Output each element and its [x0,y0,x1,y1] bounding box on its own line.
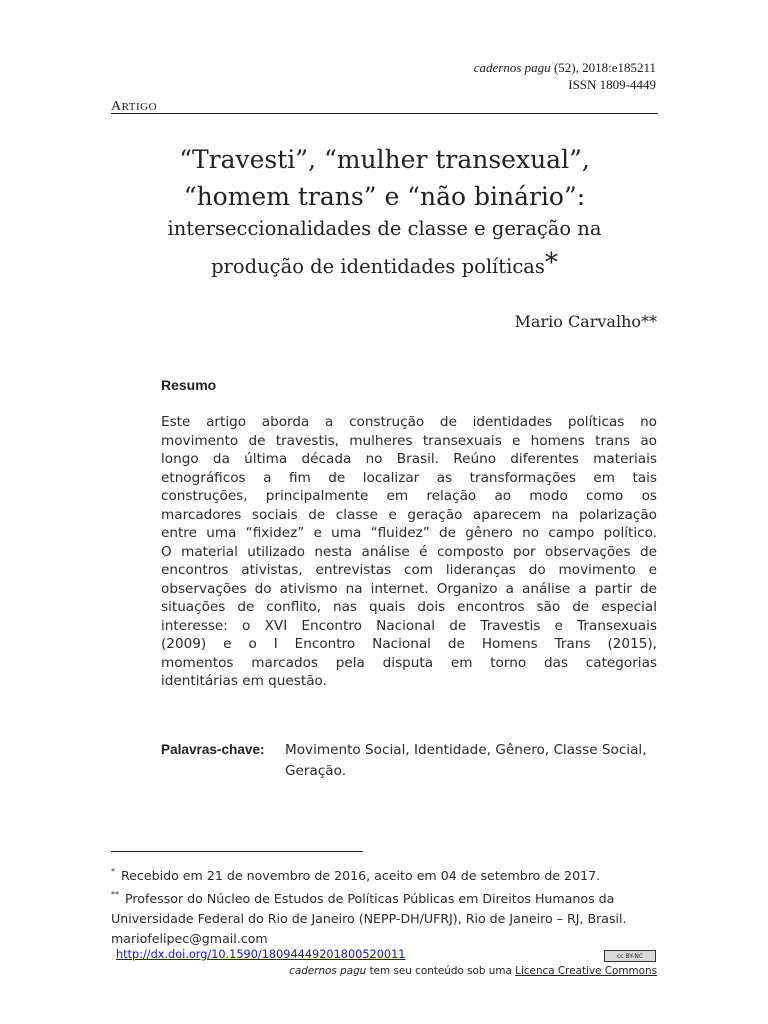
footnote-marker: * [111,867,115,876]
abstract-line: momentos marcados pela disputa em torno das categorias [161,654,657,671]
abstract-line: situações de conflito, nas quais dois encontros são de especial [161,599,657,615]
abstract-line: marcadores sociais de classe e geração aparecem na polarização [161,506,657,523]
doi-link[interactable]: http://dx.doi.org/10.1590/18094449201800520011 [116,948,406,961]
author-name: Mario Carvalho** [514,312,657,331]
abstract-line: encontros ativistas, entrevistas com lideranças do movimento e [161,562,657,578]
abstract-line: O material utilizado nesta análise é composto por observações de [161,543,657,560]
abstract-line: movimento de travestis, mulheres transexuais e homens trans ao [161,432,657,449]
footnote-received: * Recebido em 21 de novembro de 2016, aceito em 04 de setembro de 2017. [111,867,601,883]
keywords-label: Palavras-chave: [161,742,265,757]
abstract-line: identitárias em questão. [161,673,327,689]
abstract-line: longo da última década no Brasil. Reúno diferentes materiais [161,451,657,467]
footnote-rule [111,851,363,852]
abstract-heading: Resumo [161,377,217,393]
abstract-line: observações do ativismo na internet. Organizo a análise a partir de [161,580,657,597]
journal-citation [336,59,656,93]
subtitle-line-2: produção de identidades políticas* [211,248,558,278]
title-line-2: “homem trans” e “não binário”: [183,182,586,211]
abstract-line: construções, principalmente em relação ao modo como os [161,488,657,504]
creative-commons-badge[interactable]: cc BY-NC [604,950,656,962]
footnote-author-affiliation: ** Professor do Núcleo de Estudos de Políticas Públicas em Direitos Humanos da Universidade Federal do Rio de Janeiro (NEPP-DH/UFRJ), Rio de Janeiro – RJ, Brasil. mariofelipec@gmail.com [111,890,627,946]
abstract-line: interesse: o XVI Encontro Nacional de Travestis e Transexuais [161,617,657,634]
subtitle-line-1: interseccionalidades de classe e geração na [167,217,602,240]
title-footnote-marker: * [544,248,558,278]
abstract-body [161,413,657,691]
abstract-line: Este artigo aborda a construção de identidades políticas no [161,414,657,430]
journal-name: cadernos pagu [473,60,551,75]
header-rule [111,113,658,114]
license-journal-name: cadernos pagu [289,965,367,977]
section-label: ARTIGO [111,99,158,114]
journal-reference: (52), 2018:e185211 [550,60,656,75]
title-line-1: “Travesti”, “mulher transexual”, [179,145,590,174]
footnote-marker: ** [111,890,119,899]
keywords-text: Movimento Social, Identidade, Gênero, Classe Social, Geração. [285,742,647,779]
issn: ISSN 1809-4449 [568,77,656,92]
abstract-line: (2009) e o I Encontro Nacional de Homens Trans (2015), [161,636,657,652]
abstract-line: etnográficos a fim de localizar as transformações em tais [161,469,657,486]
abstract-line: entre uma “fixidez” e uma “fluidez” de gênero no campo político. [161,525,657,541]
license-link[interactable]: Licenca Creative Commons [515,965,657,977]
license-notice: cadernos pagu tem seu conteúdo sob uma Licenca Creative Commons [289,965,657,977]
